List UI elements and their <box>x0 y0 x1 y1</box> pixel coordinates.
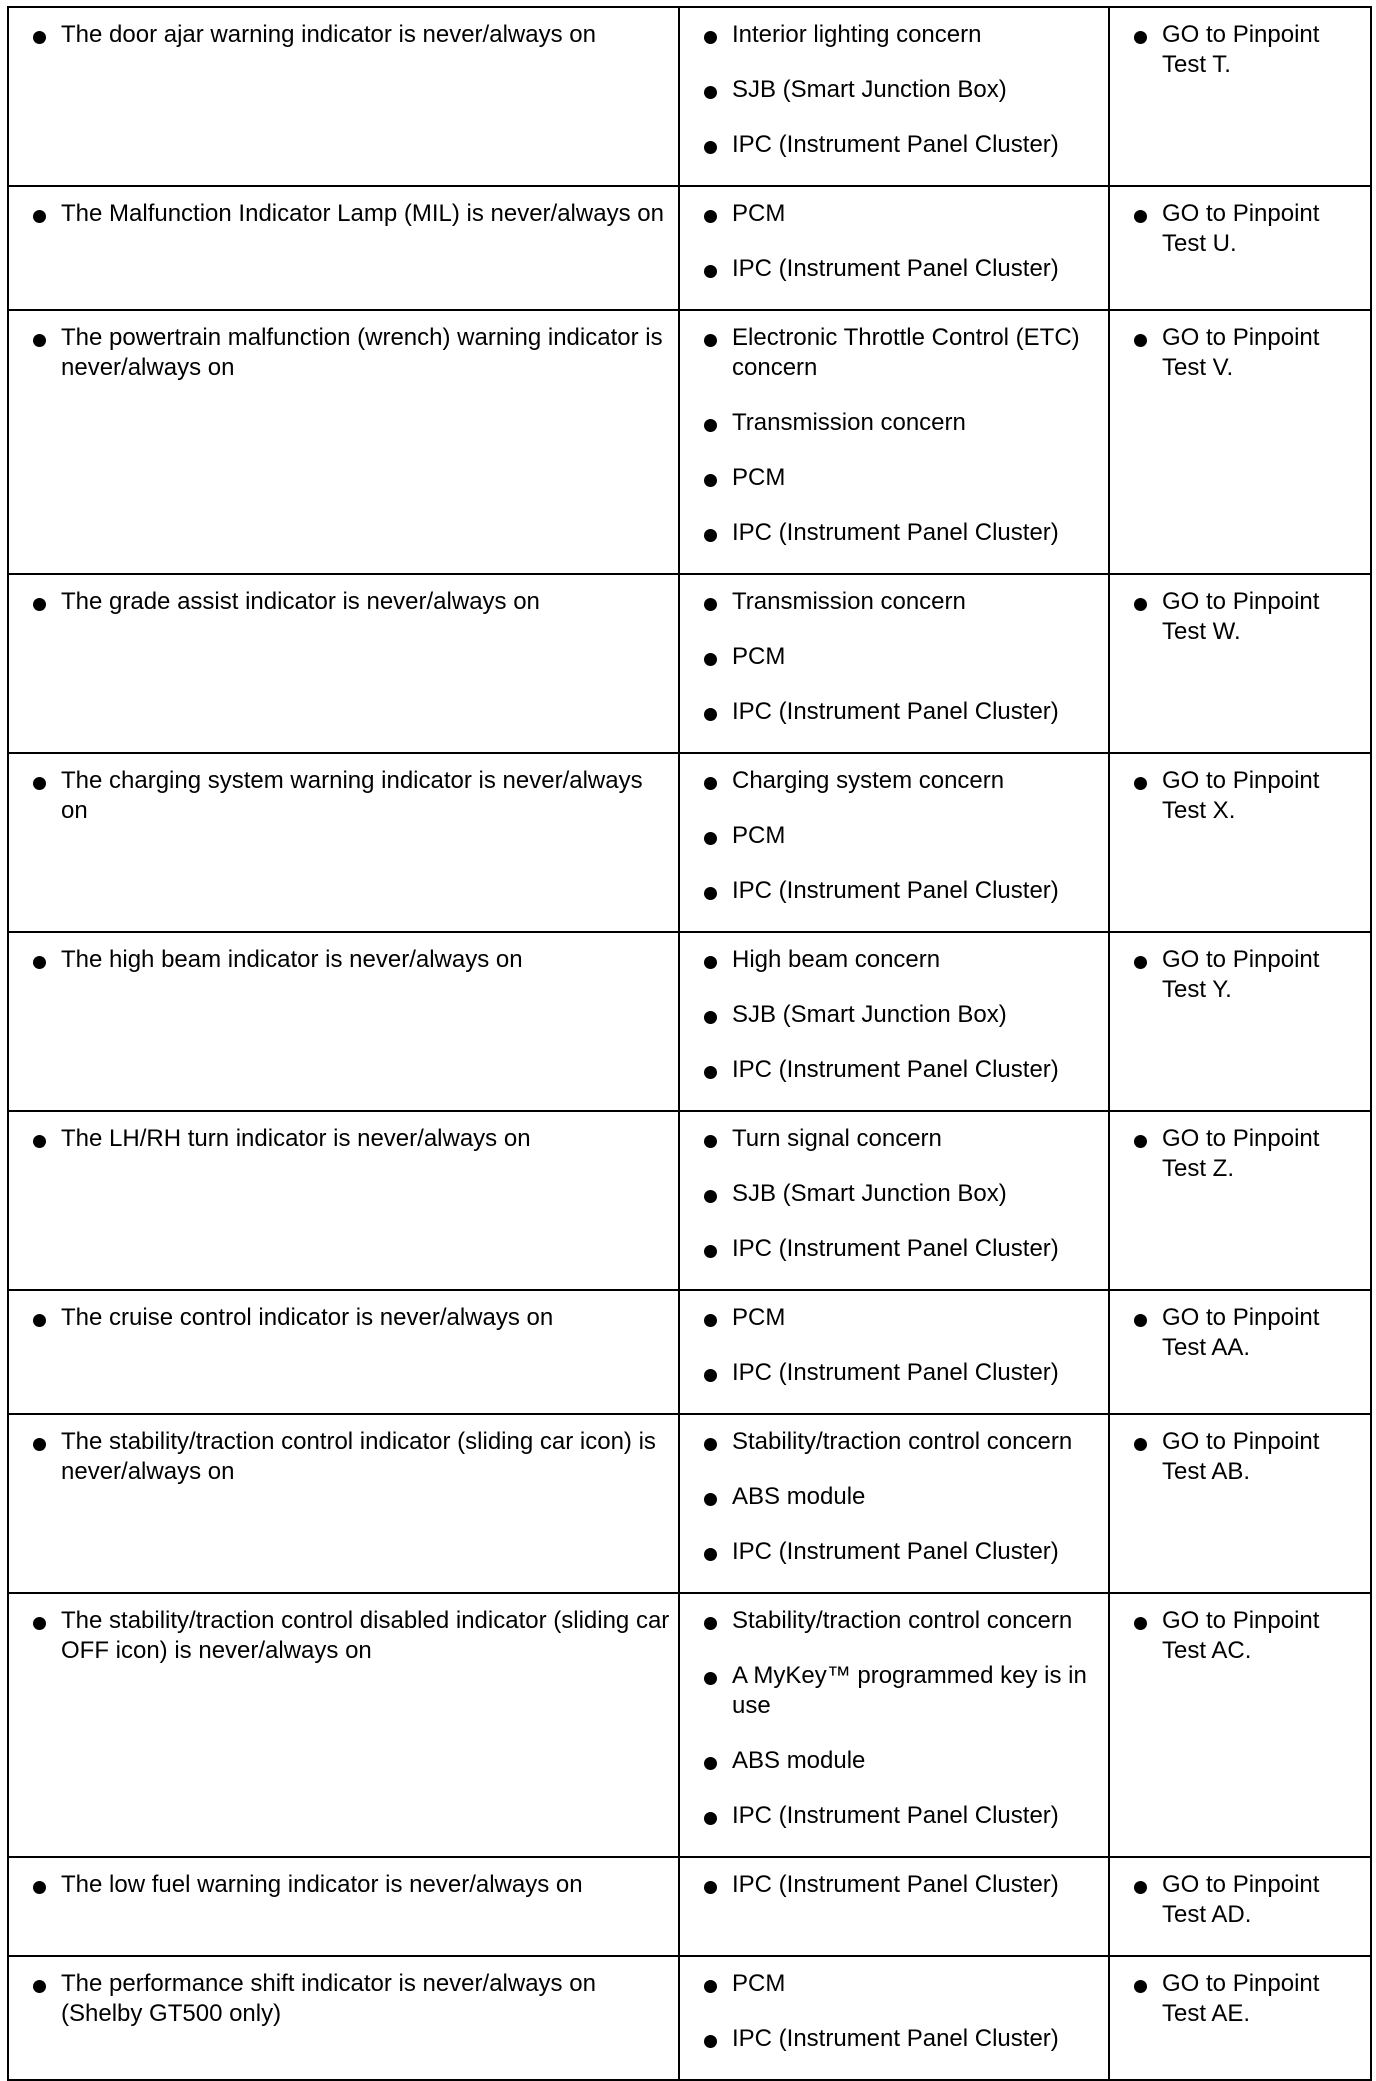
possible-source-item: IPC (Instrument Panel Cluster) <box>700 1234 1100 1264</box>
action-cell <box>1109 1111 1371 1290</box>
possible-sources-list <box>700 1303 1100 1388</box>
possible-source-item: PCM <box>700 1303 1100 1333</box>
action-cell <box>1109 574 1371 753</box>
symptom-cell <box>8 1956 679 2080</box>
symptom-text: The stability/traction control disabled indicator (sliding car OFF icon) is never/always on <box>29 1606 670 1666</box>
pinpoint-test-action: GO to Pinpoint Test V. <box>1130 323 1362 383</box>
symptom-text: The low fuel warning indicator is never/always on <box>29 1870 670 1900</box>
possible-source-item: IPC (Instrument Panel Cluster) <box>700 1055 1100 1085</box>
possible-sources-cell <box>679 1593 1109 1857</box>
symptom-list <box>29 199 670 229</box>
possible-sources-list <box>700 1606 1100 1831</box>
possible-sources-list <box>700 1870 1100 1900</box>
possible-source-item: SJB (Smart Junction Box) <box>700 1000 1100 1030</box>
possible-source-item: A MyKey™ programmed key is in use <box>700 1661 1100 1721</box>
symptom-list <box>29 1606 670 1666</box>
pinpoint-test-action: GO to Pinpoint Test Y. <box>1130 945 1362 1005</box>
action-cell <box>1109 1857 1371 1956</box>
table-row <box>8 932 1371 1111</box>
symptom-text: The charging system warning indicator is never/always on <box>29 766 670 826</box>
symptom-list <box>29 766 670 826</box>
symptom-text: The Malfunction Indicator Lamp (MIL) is never/always on <box>29 199 670 229</box>
symptom-text: The grade assist indicator is never/always on <box>29 587 670 617</box>
possible-source-item: Stability/traction control concern <box>700 1427 1100 1457</box>
table-row <box>8 1857 1371 1956</box>
pinpoint-test-action: GO to Pinpoint Test AA. <box>1130 1303 1362 1363</box>
symptom-text: The performance shift indicator is never/always on (Shelby GT500 only) <box>29 1969 670 2029</box>
symptom-cell <box>8 1111 679 1290</box>
symptom-cell <box>8 1857 679 1956</box>
action-cell <box>1109 1414 1371 1593</box>
possible-source-item: PCM <box>700 642 1100 672</box>
possible-sources-cell <box>679 753 1109 932</box>
symptom-cell <box>8 932 679 1111</box>
possible-source-item: Electronic Throttle Control (ETC) concern <box>700 323 1100 383</box>
pinpoint-test-action: GO to Pinpoint Test X. <box>1130 766 1362 826</box>
action-cell <box>1109 932 1371 1111</box>
pinpoint-test-action: GO to Pinpoint Test AB. <box>1130 1427 1362 1487</box>
symptom-list <box>29 1870 670 1900</box>
possible-source-item: PCM <box>700 821 1100 851</box>
possible-source-item: High beam concern <box>700 945 1100 975</box>
possible-source-item: SJB (Smart Junction Box) <box>700 75 1100 105</box>
symptom-cell <box>8 1414 679 1593</box>
possible-source-item: Turn signal concern <box>700 1124 1100 1154</box>
symptom-list <box>29 587 670 617</box>
possible-sources-cell <box>679 1111 1109 1290</box>
possible-source-item: PCM <box>700 463 1100 493</box>
pinpoint-test-action: GO to Pinpoint Test AE. <box>1130 1969 1362 2029</box>
possible-sources-list <box>700 1124 1100 1264</box>
symptom-cell <box>8 574 679 753</box>
table-row <box>8 574 1371 753</box>
symptom-cell <box>8 753 679 932</box>
symptom-cell <box>8 7 679 186</box>
symptom-text: The stability/traction control indicator (sliding car icon) is never/always on <box>29 1427 670 1487</box>
action-list <box>1130 1606 1362 1666</box>
symptom-chart-table <box>7 6 1372 2081</box>
possible-sources-cell <box>679 1414 1109 1593</box>
symptom-list <box>29 1124 670 1154</box>
action-cell <box>1109 753 1371 932</box>
action-list <box>1130 323 1362 383</box>
symptom-list <box>29 1303 670 1333</box>
action-list <box>1130 1969 1362 2029</box>
symptom-text: The high beam indicator is never/always on <box>29 945 670 975</box>
possible-source-item: IPC (Instrument Panel Cluster) <box>700 1870 1100 1900</box>
possible-source-item: Transmission concern <box>700 408 1100 438</box>
possible-sources-cell <box>679 1956 1109 2080</box>
possible-source-item: IPC (Instrument Panel Cluster) <box>700 1358 1100 1388</box>
table-row <box>8 753 1371 932</box>
action-list <box>1130 587 1362 647</box>
pinpoint-test-action: GO to Pinpoint Test Z. <box>1130 1124 1362 1184</box>
possible-source-item: ABS module <box>700 1746 1100 1776</box>
possible-source-item: Transmission concern <box>700 587 1100 617</box>
pinpoint-test-action: GO to Pinpoint Test T. <box>1130 20 1362 80</box>
action-list <box>1130 766 1362 826</box>
possible-source-item: IPC (Instrument Panel Cluster) <box>700 518 1100 548</box>
symptom-list <box>29 1969 670 2029</box>
table-row <box>8 1956 1371 2080</box>
symptom-cell <box>8 186 679 310</box>
possible-sources-list <box>700 20 1100 160</box>
possible-source-item: IPC (Instrument Panel Cluster) <box>700 1801 1100 1831</box>
symptom-list <box>29 323 670 383</box>
action-list <box>1130 199 1362 259</box>
possible-sources-cell <box>679 186 1109 310</box>
possible-sources-list <box>700 323 1100 548</box>
table-row <box>8 7 1371 186</box>
possible-sources-list <box>700 1969 1100 2054</box>
possible-sources-cell <box>679 1290 1109 1414</box>
table-row <box>8 1111 1371 1290</box>
possible-source-item: Stability/traction control concern <box>700 1606 1100 1636</box>
action-cell <box>1109 7 1371 186</box>
symptom-list <box>29 945 670 975</box>
pinpoint-test-action: GO to Pinpoint Test W. <box>1130 587 1362 647</box>
action-cell <box>1109 1593 1371 1857</box>
symptom-list <box>29 20 670 50</box>
symptom-text: The LH/RH turn indicator is never/always on <box>29 1124 670 1154</box>
possible-sources-cell <box>679 574 1109 753</box>
symptom-text: The powertrain malfunction (wrench) warning indicator is never/always on <box>29 323 670 383</box>
possible-source-item: SJB (Smart Junction Box) <box>700 1179 1100 1209</box>
action-list <box>1130 20 1362 80</box>
table-row <box>8 1414 1371 1593</box>
table-body <box>8 7 1371 2080</box>
action-list <box>1130 945 1362 1005</box>
action-list <box>1130 1427 1362 1487</box>
table-row <box>8 1593 1371 1857</box>
table-row <box>8 310 1371 574</box>
action-list <box>1130 1124 1362 1184</box>
symptom-cell <box>8 1290 679 1414</box>
pinpoint-test-action: GO to Pinpoint Test AC. <box>1130 1606 1362 1666</box>
pinpoint-test-action: GO to Pinpoint Test AD. <box>1130 1870 1362 1930</box>
symptom-cell <box>8 1593 679 1857</box>
possible-source-item: PCM <box>700 1969 1100 1999</box>
table-row <box>8 186 1371 310</box>
pinpoint-test-action: GO to Pinpoint Test U. <box>1130 199 1362 259</box>
possible-sources-cell <box>679 932 1109 1111</box>
action-cell <box>1109 186 1371 310</box>
possible-source-item: IPC (Instrument Panel Cluster) <box>700 876 1100 906</box>
possible-sources-cell <box>679 1857 1109 1956</box>
possible-sources-list <box>700 199 1100 284</box>
possible-sources-list <box>700 587 1100 727</box>
possible-source-item: Interior lighting concern <box>700 20 1100 50</box>
possible-source-item: ABS module <box>700 1482 1100 1512</box>
action-list <box>1130 1870 1362 1930</box>
action-list <box>1130 1303 1362 1363</box>
possible-source-item: PCM <box>700 199 1100 229</box>
possible-sources-list <box>700 945 1100 1085</box>
possible-sources-list <box>700 766 1100 906</box>
possible-source-item: IPC (Instrument Panel Cluster) <box>700 697 1100 727</box>
action-cell <box>1109 310 1371 574</box>
possible-sources-cell <box>679 310 1109 574</box>
possible-source-item: IPC (Instrument Panel Cluster) <box>700 254 1100 284</box>
possible-source-item: IPC (Instrument Panel Cluster) <box>700 1537 1100 1567</box>
possible-source-item: IPC (Instrument Panel Cluster) <box>700 130 1100 160</box>
possible-source-item: IPC (Instrument Panel Cluster) <box>700 2024 1100 2054</box>
possible-sources-cell <box>679 7 1109 186</box>
possible-sources-list <box>700 1427 1100 1567</box>
symptom-text: The door ajar warning indicator is never/always on <box>29 20 670 50</box>
symptom-text: The cruise control indicator is never/always on <box>29 1303 670 1333</box>
table-row <box>8 1290 1371 1414</box>
action-cell <box>1109 1290 1371 1414</box>
possible-source-item: Charging system concern <box>700 766 1100 796</box>
action-cell <box>1109 1956 1371 2080</box>
symptom-list <box>29 1427 670 1487</box>
symptom-cell <box>8 310 679 574</box>
